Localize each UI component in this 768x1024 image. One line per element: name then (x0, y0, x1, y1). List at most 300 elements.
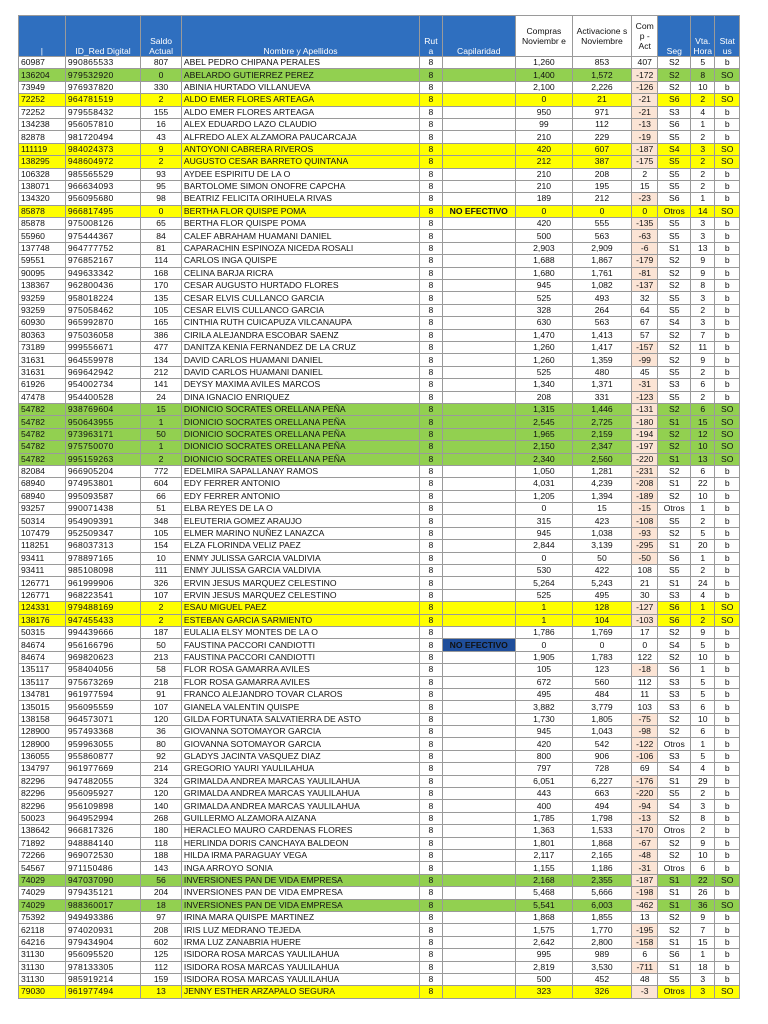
cell-compras[interactable]: 400 (515, 800, 572, 812)
cell-id[interactable]: 106328 (19, 168, 66, 180)
cell-saldo-actual[interactable]: 218 (141, 676, 182, 688)
cell-compras[interactable]: 1,340 (515, 379, 572, 391)
cell-seg[interactable]: S2 (658, 837, 691, 849)
header-id[interactable]: | (19, 16, 66, 57)
cell-comp-act[interactable]: 45 (631, 366, 657, 378)
cell-saldo-actual[interactable]: 170 (141, 280, 182, 292)
cell-id[interactable]: 135015 (19, 701, 66, 713)
cell-nombre[interactable]: DAVID CARLOS HUAMANI DANIEL (181, 354, 419, 366)
cell-saldo-actual[interactable]: 386 (141, 329, 182, 341)
cell-seg[interactable]: S1 (658, 478, 691, 490)
cell-saldo-actual[interactable]: 120 (141, 788, 182, 800)
cell-vta-hora[interactable]: 6 (691, 465, 715, 477)
cell-red-digital[interactable]: 981720494 (65, 131, 140, 143)
cell-vta-hora[interactable]: 9 (691, 354, 715, 366)
cell-saldo-actual[interactable]: 188 (141, 850, 182, 862)
cell-vta-hora[interactable]: 10 (691, 713, 715, 725)
cell-ruta[interactable]: 8 (420, 242, 442, 254)
cell-vta-hora[interactable]: 12 (691, 428, 715, 440)
cell-comp-act[interactable]: -81 (631, 267, 657, 279)
cell-capilaridad[interactable] (442, 391, 515, 403)
cell-saldo-actual[interactable]: 2 (141, 614, 182, 626)
cell-capilaridad[interactable] (442, 218, 515, 230)
cell-saldo-actual[interactable]: 97 (141, 911, 182, 923)
cell-vta-hora[interactable]: 8 (691, 812, 715, 824)
cell-ruta[interactable]: 8 (420, 713, 442, 725)
cell-vta-hora[interactable]: 5 (691, 750, 715, 762)
cell-activaciones[interactable]: 555 (572, 218, 631, 230)
header-saldo-actual[interactable]: Saldo Actual (141, 16, 182, 57)
cell-comp-act[interactable]: -127 (631, 602, 657, 614)
cell-comp-act[interactable]: -180 (631, 416, 657, 428)
cell-capilaridad[interactable] (442, 973, 515, 985)
cell-activaciones[interactable]: 1,038 (572, 527, 631, 539)
cell-capilaridad[interactable] (442, 688, 515, 700)
cell-id[interactable]: 54782 (19, 403, 66, 415)
cell-id[interactable]: 50314 (19, 515, 66, 527)
cell-red-digital[interactable]: 954002734 (65, 379, 140, 391)
cell-vta-hora[interactable]: 3 (691, 230, 715, 242)
cell-activaciones[interactable]: 5,243 (572, 577, 631, 589)
cell-id[interactable]: 68940 (19, 490, 66, 502)
cell-comp-act[interactable]: 17 (631, 626, 657, 638)
cell-vta-hora[interactable]: 1 (691, 503, 715, 515)
cell-nombre[interactable]: ERVIN JESUS MARQUEZ CELESTINO (181, 577, 419, 589)
cell-activaciones[interactable]: 1,761 (572, 267, 631, 279)
cell-status[interactable]: SO (715, 416, 740, 428)
cell-nombre[interactable]: ELEUTERIA GOMEZ ARAUJO (181, 515, 419, 527)
cell-saldo-actual[interactable]: 324 (141, 775, 182, 787)
cell-status[interactable]: b (715, 812, 740, 824)
cell-compras[interactable]: 1,260 (515, 354, 572, 366)
cell-capilaridad[interactable] (442, 416, 515, 428)
header-ruta[interactable]: Rut a (420, 16, 442, 57)
cell-red-digital[interactable]: 975008126 (65, 218, 140, 230)
cell-red-digital[interactable]: 947455433 (65, 614, 140, 626)
cell-red-digital[interactable]: 955860877 (65, 750, 140, 762)
cell-compras[interactable]: 328 (515, 304, 572, 316)
cell-saldo-actual[interactable]: 84 (141, 230, 182, 242)
cell-nombre[interactable]: ELZA FLORINDA VELIZ PAEZ (181, 540, 419, 552)
cell-activaciones[interactable]: 560 (572, 676, 631, 688)
cell-capilaridad[interactable] (442, 763, 515, 775)
cell-activaciones[interactable]: 0 (572, 639, 631, 651)
cell-vta-hora[interactable]: 29 (691, 775, 715, 787)
cell-ruta[interactable]: 8 (420, 788, 442, 800)
cell-capilaridad[interactable] (442, 515, 515, 527)
cell-compras[interactable]: 1,363 (515, 825, 572, 837)
cell-compras[interactable]: 0 (515, 552, 572, 564)
cell-comp-act[interactable]: -123 (631, 391, 657, 403)
cell-capilaridad[interactable] (442, 354, 515, 366)
cell-vta-hora[interactable]: 1 (691, 664, 715, 676)
cell-capilaridad[interactable] (442, 936, 515, 948)
cell-ruta[interactable]: 8 (420, 899, 442, 911)
cell-vta-hora[interactable]: 26 (691, 887, 715, 899)
cell-capilaridad[interactable] (442, 304, 515, 316)
cell-capilaridad[interactable] (442, 676, 515, 688)
cell-capilaridad[interactable] (442, 428, 515, 440)
cell-seg[interactable]: S6 (658, 949, 691, 961)
cell-activaciones[interactable]: 387 (572, 156, 631, 168)
cell-saldo-actual[interactable]: 98 (141, 193, 182, 205)
cell-compras[interactable]: 525 (515, 589, 572, 601)
cell-activaciones[interactable]: 1,533 (572, 825, 631, 837)
cell-activaciones[interactable]: 112 (572, 118, 631, 130)
cell-capilaridad[interactable] (442, 131, 515, 143)
cell-status[interactable]: b (715, 490, 740, 502)
cell-activaciones[interactable]: 1,043 (572, 726, 631, 738)
cell-nombre[interactable]: IRIS LUZ MEDRANO TEJEDA (181, 924, 419, 936)
cell-nombre[interactable]: DANITZA KENIA FERNANDEZ DE LA CRUZ (181, 341, 419, 353)
cell-activaciones[interactable]: 906 (572, 750, 631, 762)
cell-red-digital[interactable]: 959963055 (65, 738, 140, 750)
cell-ruta[interactable]: 8 (420, 825, 442, 837)
cell-status[interactable]: b (715, 688, 740, 700)
cell-red-digital[interactable]: 969072530 (65, 850, 140, 862)
cell-seg[interactable]: S1 (658, 899, 691, 911)
cell-id[interactable]: 93257 (19, 503, 66, 515)
cell-compras[interactable]: 672 (515, 676, 572, 688)
cell-ruta[interactable]: 8 (420, 465, 442, 477)
cell-comp-act[interactable]: -75 (631, 713, 657, 725)
cell-vta-hora[interactable]: 3 (691, 143, 715, 155)
cell-capilaridad[interactable] (442, 812, 515, 824)
cell-saldo-actual[interactable]: 208 (141, 924, 182, 936)
cell-compras[interactable]: 5,264 (515, 577, 572, 589)
cell-comp-act[interactable]: 13 (631, 911, 657, 923)
cell-status[interactable]: b (715, 503, 740, 515)
cell-id[interactable]: 85878 (19, 205, 66, 217)
cell-activaciones[interactable]: 1,572 (572, 69, 631, 81)
cell-compras[interactable]: 1,730 (515, 713, 572, 725)
cell-comp-act[interactable]: -175 (631, 156, 657, 168)
cell-compras[interactable]: 2,642 (515, 936, 572, 948)
cell-ruta[interactable]: 8 (420, 503, 442, 515)
cell-compras[interactable]: 5,541 (515, 899, 572, 911)
cell-vta-hora[interactable]: 36 (691, 899, 715, 911)
cell-capilaridad[interactable] (442, 180, 515, 192)
cell-seg[interactable]: Otros (658, 825, 691, 837)
cell-id[interactable]: 74029 (19, 874, 66, 886)
cell-ruta[interactable]: 8 (420, 403, 442, 415)
cell-comp-act[interactable]: -106 (631, 750, 657, 762)
cell-comp-act[interactable]: 64 (631, 304, 657, 316)
cell-status[interactable]: b (715, 230, 740, 242)
cell-compras[interactable]: 950 (515, 106, 572, 118)
cell-status[interactable]: b (715, 651, 740, 663)
cell-vta-hora[interactable]: 5 (691, 688, 715, 700)
cell-compras[interactable]: 945 (515, 527, 572, 539)
cell-comp-act[interactable]: -158 (631, 936, 657, 948)
cell-status[interactable]: b (715, 626, 740, 638)
cell-nombre[interactable]: ABELARDO GUTIERREZ PEREZ (181, 69, 419, 81)
cell-activaciones[interactable]: 563 (572, 230, 631, 242)
cell-comp-act[interactable]: -157 (631, 341, 657, 353)
cell-id[interactable]: 50315 (19, 626, 66, 638)
cell-compras[interactable]: 2,100 (515, 81, 572, 93)
cell-saldo-actual[interactable]: 43 (141, 131, 182, 143)
cell-seg[interactable]: S1 (658, 775, 691, 787)
cell-saldo-actual[interactable]: 807 (141, 57, 182, 69)
cell-ruta[interactable]: 8 (420, 552, 442, 564)
cell-status[interactable]: b (715, 713, 740, 725)
cell-id[interactable]: 60930 (19, 317, 66, 329)
cell-id[interactable]: 74029 (19, 887, 66, 899)
cell-compras[interactable]: 0 (515, 94, 572, 106)
cell-id[interactable]: 54782 (19, 428, 66, 440)
cell-compras[interactable]: 2,340 (515, 453, 572, 465)
cell-red-digital[interactable]: 964952994 (65, 812, 140, 824)
cell-id[interactable]: 137748 (19, 242, 66, 254)
cell-saldo-actual[interactable]: 80 (141, 738, 182, 750)
cell-compras[interactable]: 1,868 (515, 911, 572, 923)
cell-id[interactable]: 73949 (19, 81, 66, 93)
cell-nombre[interactable]: ENMY JULISSA GARCIA VALDIVIA (181, 552, 419, 564)
cell-red-digital[interactable]: 990071438 (65, 503, 140, 515)
cell-id[interactable]: 138071 (19, 180, 66, 192)
cell-id[interactable]: 90095 (19, 267, 66, 279)
cell-saldo-actual[interactable]: 348 (141, 515, 182, 527)
cell-saldo-actual[interactable]: 118 (141, 837, 182, 849)
cell-saldo-actual[interactable]: 1 (141, 441, 182, 453)
cell-capilaridad[interactable] (442, 193, 515, 205)
cell-red-digital[interactable]: 964781519 (65, 94, 140, 106)
cell-activaciones[interactable]: 1,186 (572, 862, 631, 874)
cell-ruta[interactable]: 8 (420, 341, 442, 353)
cell-seg[interactable]: S5 (658, 788, 691, 800)
cell-comp-act[interactable]: 103 (631, 701, 657, 713)
cell-status[interactable]: b (715, 676, 740, 688)
cell-compras[interactable]: 1,205 (515, 490, 572, 502)
cell-red-digital[interactable]: 976852167 (65, 255, 140, 267)
cell-id[interactable]: 82878 (19, 131, 66, 143)
cell-compras[interactable]: 1,260 (515, 57, 572, 69)
cell-nombre[interactable]: CESAR ELVIS CULLANCO GARCIA (181, 304, 419, 316)
cell-status[interactable]: b (715, 887, 740, 899)
cell-compras[interactable]: 1,786 (515, 626, 572, 638)
cell-status[interactable]: b (715, 701, 740, 713)
cell-saldo-actual[interactable]: 772 (141, 465, 182, 477)
cell-seg[interactable]: Otros (658, 862, 691, 874)
cell-seg[interactable]: Otros (658, 738, 691, 750)
cell-seg[interactable]: S2 (658, 69, 691, 81)
cell-seg[interactable]: S2 (658, 280, 691, 292)
cell-seg[interactable]: S5 (658, 131, 691, 143)
cell-ruta[interactable]: 8 (420, 750, 442, 762)
cell-vta-hora[interactable]: 2 (691, 180, 715, 192)
cell-id[interactable]: 136055 (19, 750, 66, 762)
cell-saldo-actual[interactable]: 107 (141, 589, 182, 601)
cell-activaciones[interactable]: 2,347 (572, 441, 631, 453)
cell-saldo-actual[interactable]: 159 (141, 973, 182, 985)
cell-status[interactable]: b (715, 341, 740, 353)
cell-seg[interactable]: S5 (658, 218, 691, 230)
cell-saldo-actual[interactable]: 95 (141, 180, 182, 192)
cell-seg[interactable]: Otros (658, 503, 691, 515)
cell-vta-hora[interactable]: 3 (691, 986, 715, 998)
cell-capilaridad[interactable] (442, 317, 515, 329)
cell-ruta[interactable]: 8 (420, 763, 442, 775)
cell-status[interactable]: SO (715, 428, 740, 440)
cell-comp-act[interactable]: 48 (631, 973, 657, 985)
cell-nombre[interactable]: JENNY ESTHER ARZAPALO SEGURA (181, 986, 419, 998)
cell-red-digital[interactable]: 950643955 (65, 416, 140, 428)
cell-status[interactable]: b (715, 775, 740, 787)
cell-nombre[interactable]: HERLINDA DORIS CANCHAYA BALDEON (181, 837, 419, 849)
cell-id[interactable]: 118251 (19, 540, 66, 552)
cell-compras[interactable]: 2,844 (515, 540, 572, 552)
cell-capilaridad[interactable] (442, 267, 515, 279)
cell-ruta[interactable]: 8 (420, 94, 442, 106)
cell-vta-hora[interactable]: 2 (691, 131, 715, 143)
cell-activaciones[interactable]: 480 (572, 366, 631, 378)
cell-saldo-actual[interactable]: 326 (141, 577, 182, 589)
cell-nombre[interactable]: CALEF ABRAHAM HUAMANI DANIEL (181, 230, 419, 242)
cell-nombre[interactable]: GREGORIO YAURI YAULILAHUA (181, 763, 419, 775)
cell-capilaridad[interactable] (442, 168, 515, 180)
cell-status[interactable]: b (715, 106, 740, 118)
cell-nombre[interactable]: FRANCO ALEJANDRO TOVAR CLAROS (181, 688, 419, 700)
cell-compras[interactable]: 443 (515, 788, 572, 800)
cell-seg[interactable]: S1 (658, 887, 691, 899)
cell-comp-act[interactable]: 112 (631, 676, 657, 688)
cell-seg[interactable]: S1 (658, 961, 691, 973)
cell-status[interactable]: SO (715, 899, 740, 911)
cell-red-digital[interactable]: 961977594 (65, 688, 140, 700)
cell-red-digital[interactable]: 966817326 (65, 825, 140, 837)
cell-seg[interactable]: S2 (658, 428, 691, 440)
cell-id[interactable]: 72252 (19, 94, 66, 106)
cell-id[interactable]: 75392 (19, 911, 66, 923)
cell-id[interactable]: 111119 (19, 143, 66, 155)
cell-seg[interactable]: S5 (658, 180, 691, 192)
cell-ruta[interactable]: 8 (420, 688, 442, 700)
cell-vta-hora[interactable]: 9 (691, 626, 715, 638)
cell-vta-hora[interactable]: 13 (691, 242, 715, 254)
cell-ruta[interactable]: 8 (420, 391, 442, 403)
cell-status[interactable]: b (715, 242, 740, 254)
header-compras[interactable]: Compras Noviembr e (515, 16, 572, 57)
cell-activaciones[interactable]: 1,359 (572, 354, 631, 366)
cell-seg[interactable]: S5 (658, 973, 691, 985)
cell-status[interactable]: SO (715, 156, 740, 168)
cell-status[interactable]: b (715, 552, 740, 564)
cell-ruta[interactable]: 8 (420, 168, 442, 180)
cell-compras[interactable]: 105 (515, 664, 572, 676)
cell-activaciones[interactable]: 422 (572, 565, 631, 577)
cell-ruta[interactable]: 8 (420, 949, 442, 961)
cell-saldo-actual[interactable]: 50 (141, 639, 182, 651)
cell-activaciones[interactable]: 495 (572, 589, 631, 601)
cell-saldo-actual[interactable]: 66 (141, 490, 182, 502)
cell-status[interactable]: b (715, 763, 740, 775)
cell-red-digital[interactable]: 965992870 (65, 317, 140, 329)
cell-vta-hora[interactable]: 10 (691, 81, 715, 93)
cell-nombre[interactable]: DIONICIO SOCRATES ORELLANA PEÑA (181, 403, 419, 415)
cell-saldo-actual[interactable]: 58 (141, 664, 182, 676)
cell-id[interactable]: 138295 (19, 156, 66, 168)
cell-activaciones[interactable]: 3,530 (572, 961, 631, 973)
cell-capilaridad[interactable] (442, 664, 515, 676)
cell-nombre[interactable]: DAVID CARLOS HUAMANI DANIEL (181, 366, 419, 378)
cell-compras[interactable]: 208 (515, 391, 572, 403)
cell-ruta[interactable]: 8 (420, 986, 442, 998)
cell-status[interactable]: b (715, 57, 740, 69)
cell-status[interactable]: b (715, 565, 740, 577)
header-seg[interactable]: Seg (658, 16, 691, 57)
cell-status[interactable]: b (715, 304, 740, 316)
header-status[interactable]: Stat us (715, 16, 740, 57)
cell-seg[interactable]: S5 (658, 292, 691, 304)
cell-ruta[interactable]: 8 (420, 230, 442, 242)
cell-activaciones[interactable]: 104 (572, 614, 631, 626)
cell-id[interactable]: 93259 (19, 292, 66, 304)
cell-id[interactable]: 72252 (19, 106, 66, 118)
cell-red-digital[interactable]: 966905204 (65, 465, 140, 477)
cell-nombre[interactable]: GLADYS JACINTA VASQUEZ DIAZ (181, 750, 419, 762)
cell-nombre[interactable]: CELINA BARJA RICRA (181, 267, 419, 279)
cell-comp-act[interactable]: -122 (631, 738, 657, 750)
cell-ruta[interactable]: 8 (420, 156, 442, 168)
cell-ruta[interactable]: 8 (420, 453, 442, 465)
cell-activaciones[interactable]: 50 (572, 552, 631, 564)
cell-ruta[interactable]: 8 (420, 416, 442, 428)
cell-id[interactable]: 31130 (19, 949, 66, 961)
cell-id[interactable]: 134320 (19, 193, 66, 205)
cell-red-digital[interactable]: 961999906 (65, 577, 140, 589)
cell-seg[interactable]: S2 (658, 490, 691, 502)
cell-id[interactable]: 54782 (19, 441, 66, 453)
cell-id[interactable]: 138158 (19, 713, 66, 725)
cell-status[interactable]: b (715, 639, 740, 651)
cell-activaciones[interactable]: 2,165 (572, 850, 631, 862)
cell-nombre[interactable]: GRIMALDA ANDREA MARCAS YAULILAHUA (181, 788, 419, 800)
cell-compras[interactable]: 525 (515, 366, 572, 378)
cell-compras[interactable]: 210 (515, 180, 572, 192)
cell-capilaridad[interactable] (442, 862, 515, 874)
cell-compras[interactable]: 1 (515, 614, 572, 626)
cell-comp-act[interactable]: 122 (631, 651, 657, 663)
cell-comp-act[interactable]: 21 (631, 577, 657, 589)
cell-ruta[interactable]: 8 (420, 577, 442, 589)
cell-seg[interactable]: S2 (658, 267, 691, 279)
cell-seg[interactable]: S5 (658, 391, 691, 403)
cell-red-digital[interactable]: 947037090 (65, 874, 140, 886)
cell-activaciones[interactable]: 264 (572, 304, 631, 316)
cell-comp-act[interactable]: 2 (631, 168, 657, 180)
cell-seg[interactable]: S5 (658, 366, 691, 378)
cell-seg[interactable]: S1 (658, 540, 691, 552)
cell-comp-act[interactable]: -6 (631, 242, 657, 254)
cell-ruta[interactable]: 8 (420, 69, 442, 81)
cell-id[interactable]: 93411 (19, 552, 66, 564)
cell-red-digital[interactable]: 979435121 (65, 887, 140, 899)
cell-activaciones[interactable]: 2,159 (572, 428, 631, 440)
cell-id[interactable]: 47478 (19, 391, 66, 403)
cell-saldo-actual[interactable]: 212 (141, 366, 182, 378)
cell-seg[interactable]: S2 (658, 626, 691, 638)
cell-comp-act[interactable]: -179 (631, 255, 657, 267)
cell-comp-act[interactable]: -3 (631, 986, 657, 998)
cell-seg[interactable]: S6 (658, 94, 691, 106)
cell-comp-act[interactable]: -172 (631, 69, 657, 81)
cell-comp-act[interactable]: -194 (631, 428, 657, 440)
cell-activaciones[interactable]: 2,725 (572, 416, 631, 428)
cell-ruta[interactable]: 8 (420, 565, 442, 577)
cell-nombre[interactable]: FLOR ROSA GAMARRA AVILES (181, 676, 419, 688)
cell-nombre[interactable]: CINTHIA RUTH CUICAPUZA VILCANAUPA (181, 317, 419, 329)
